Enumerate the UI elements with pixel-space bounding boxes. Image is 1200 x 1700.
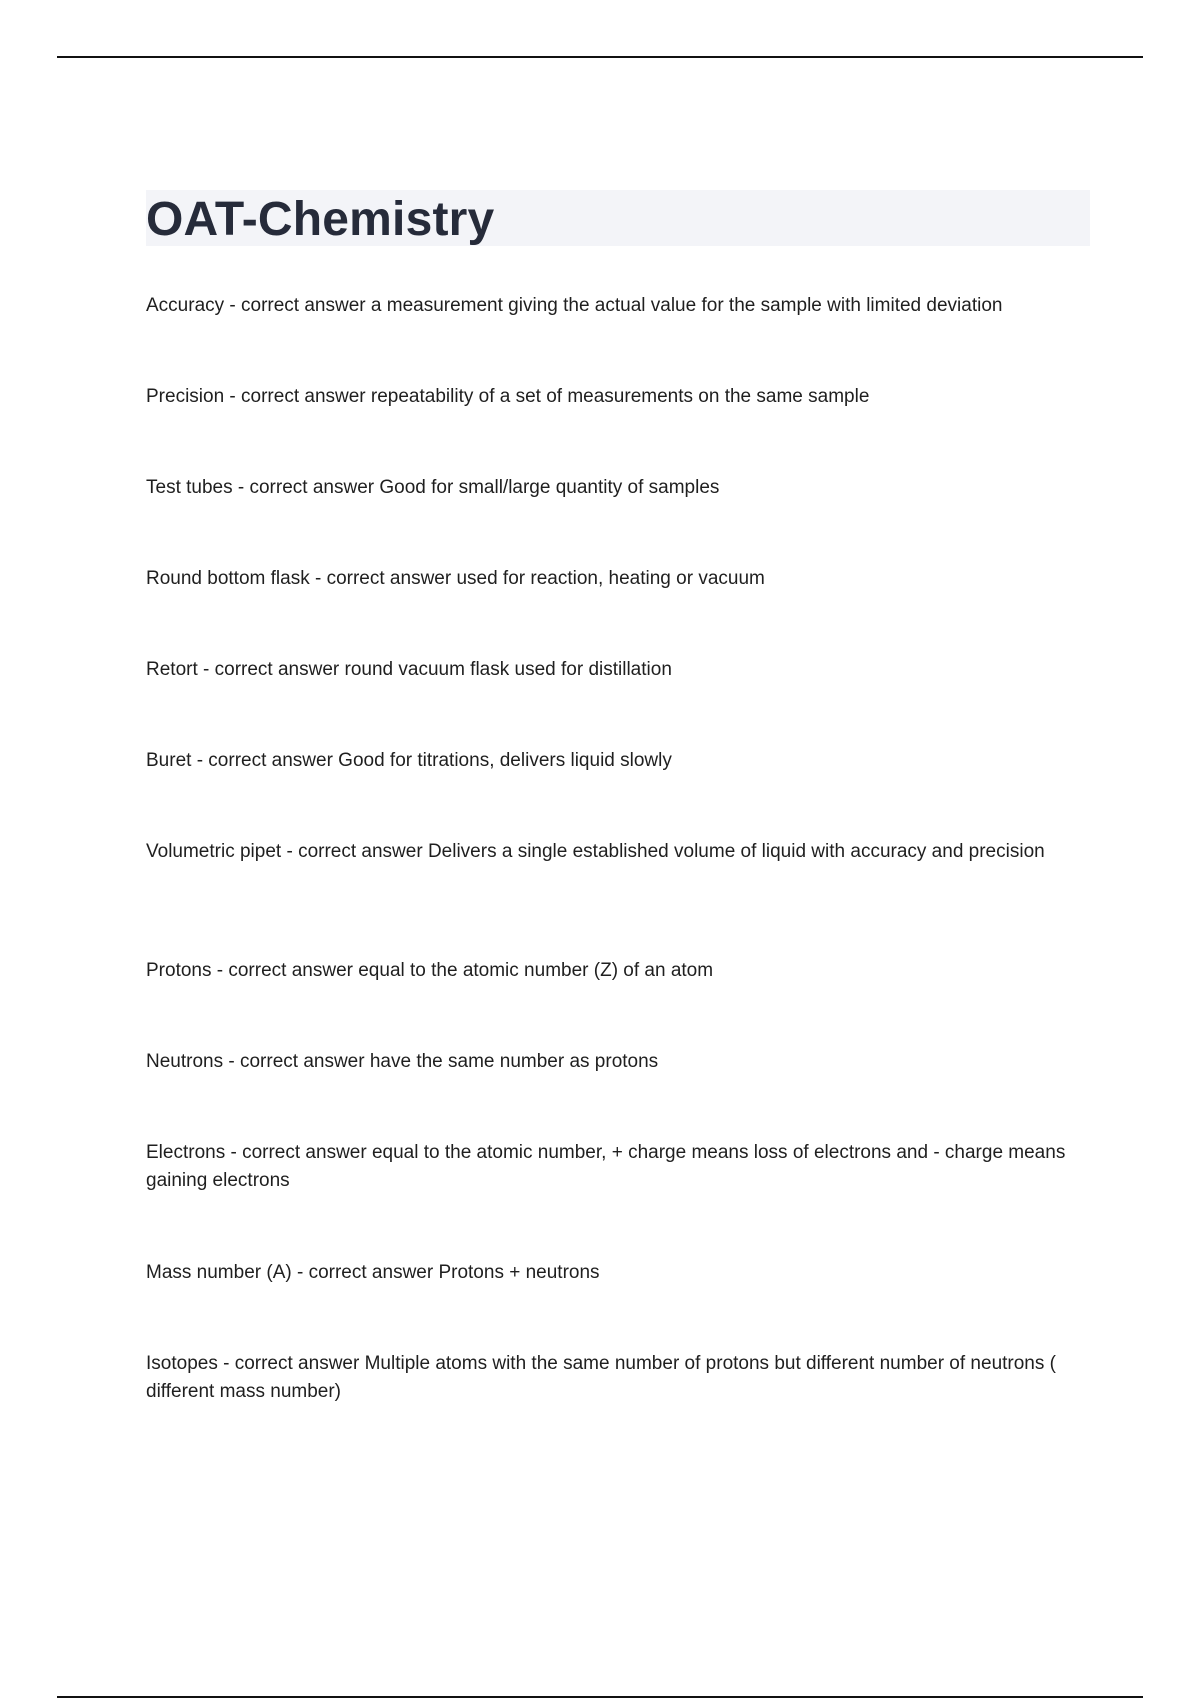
list-item: Electrons - correct answer equal to the atomic number, + charge means loss of electrons and - charge means gaining electrons [146,1142,1066,1191]
list-item: Protons - correct answer equal to the atomic number (Z) of an atom [146,960,714,981]
list-item: Neutrons - correct answer have the same number as protons [146,1051,659,1072]
page-title: OAT-Chemistry [146,193,495,246]
list-item: Accuracy - correct answer a measurement giving the actual value for the sample with limited deviation [146,295,1003,316]
bottom-divider [57,1696,1143,1698]
list-item: Round bottom flask - correct answer used for reaction, heating or vacuum [146,568,765,589]
list-item: Precision - correct answer repeatability of a set of measurements on the same sample [146,386,870,407]
list-item: Mass number (A) - correct answer Protons + neutrons [146,1262,600,1283]
top-divider [57,56,1143,58]
list-item: Test tubes - correct answer Good for small/large quantity of samples [146,477,720,498]
list-item: Volumetric pipet - correct answer Delivers a single established volume of liquid with accuracy and precision [146,841,1045,862]
list-item: Buret - correct answer Good for titrations, delivers liquid slowly [146,750,672,771]
list-item: Isotopes - correct answer Multiple atoms with the same number of protons but different number of neutrons ( different mass number) [146,1353,1056,1402]
list-item: Retort - correct answer round vacuum flask used for distillation [146,659,672,680]
